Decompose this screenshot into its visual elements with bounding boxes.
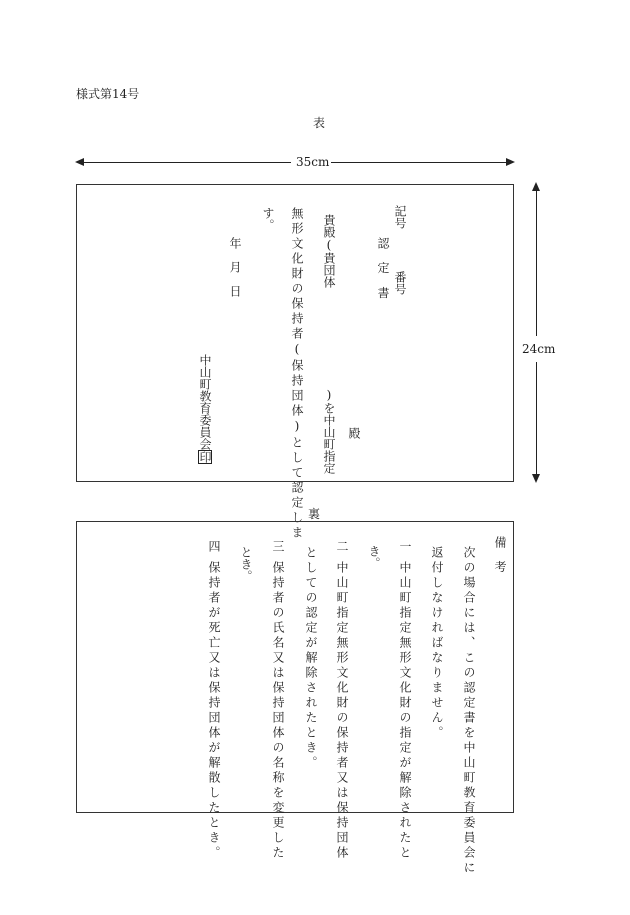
issuer-name: [198, 354, 212, 464]
item-2-line-b: としての認定が解除されたとき。: [304, 546, 318, 771]
certificate-title: 認定書: [376, 237, 390, 311]
dimension-line: [331, 162, 507, 163]
body-line-1b: )を中山町指定: [322, 388, 336, 474]
seal-stamp: 印: [198, 451, 212, 463]
bango-label: 番号: [393, 271, 407, 295]
dimension-line: [536, 362, 537, 474]
item-1-line-b: き。: [367, 545, 381, 569]
back-side-label: 裏: [308, 507, 321, 521]
width-label: 35cm: [296, 155, 330, 169]
form-number: 様式第14号: [76, 87, 140, 101]
issuer-text: 中山町教育委員会: [198, 354, 212, 450]
item-2-number: 二: [335, 540, 349, 552]
item-1-line-a: 中山町指定無形文化財の指定が解除されたと: [398, 561, 412, 861]
date-day: 日: [228, 285, 242, 297]
height-label: 24cm: [522, 342, 556, 356]
date-year: 年: [228, 237, 242, 249]
date-month: 月: [228, 261, 242, 273]
front-side-label: 表: [313, 116, 326, 130]
body-line-1a: 貴殿(貴団体: [322, 214, 336, 288]
item-3-line-a: 保持者の氏名又は保持団体の名称を変更した: [271, 561, 285, 861]
notes-title: 備考: [493, 536, 507, 586]
item-4-number: 四: [207, 540, 221, 552]
addressee-suffix: 殿: [347, 427, 361, 439]
body-line-3: す。: [261, 207, 275, 231]
dimension-line: [83, 162, 291, 163]
arrow-down-icon: [532, 474, 540, 483]
item-1-number: 一: [398, 540, 412, 552]
notes-intro-1: 次の場合には、この認定書を中山町教育委員会に: [462, 546, 476, 876]
kigo-label: 記号: [393, 205, 407, 229]
body-line-2: 無形文化財の保持者(保持団体)として認定しま: [290, 207, 304, 541]
arrow-right-icon: [506, 158, 515, 166]
item-2-line-a: 中山町指定無形文化財の保持者又は保持団体: [335, 561, 349, 861]
dimension-line: [536, 190, 537, 336]
item-3-number: 三: [271, 540, 285, 552]
item-4-line-a: 保持者が死亡又は保持団体が解散したとき。: [207, 561, 221, 861]
certificate-back: [76, 521, 514, 813]
notes-intro-2: 返付しなければなりません。: [430, 546, 444, 741]
item-3-line-b: とき。: [239, 546, 253, 582]
